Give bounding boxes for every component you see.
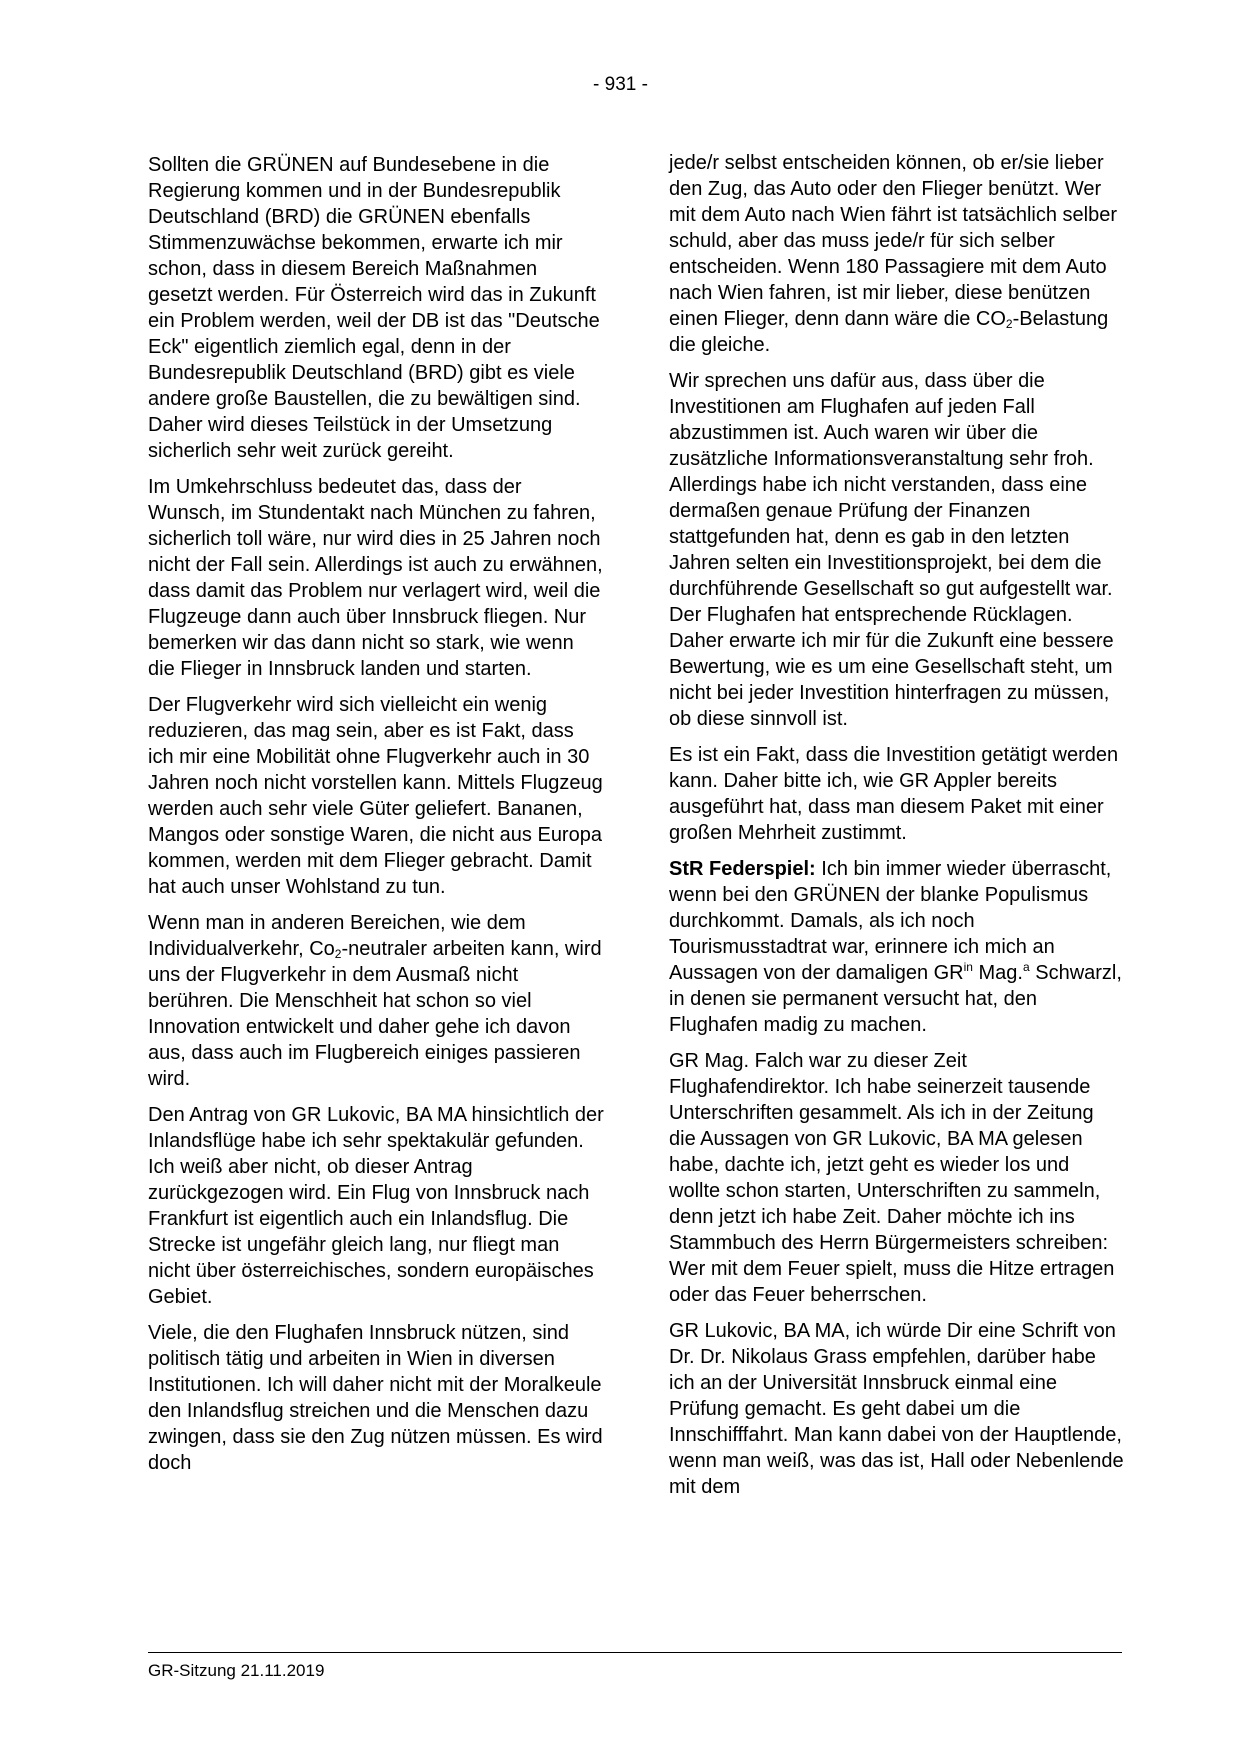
text-segment: Wenn man in anderen Bereichen, wie dem Individualverkehr, Co xyxy=(148,912,526,960)
subscript: 2 xyxy=(1005,317,1013,331)
footer-text: GR-Sitzung 21.11.2019 xyxy=(148,1661,325,1680)
paragraph: Es ist ein Fakt, dass die Investition getätigt werden kann. Daher bitte ich, wie GR Appler bereits ausgeführt hat, dass man diesem Paket mit einer großen Mehrheit zustimmt. xyxy=(669,744,1119,844)
text-segment: -neutraler arbeiten kann, wird uns der Flugverkehr in dem Ausmaß nicht berühren. Die Menschheit hat schon so viel Innovation entwickelt und daher gehe ich davon aus, dass auch im Flugbereich einiges passieren wird. xyxy=(148,938,602,1090)
text-segment: Schwarzl, in denen sie permanent versucht hat, den Flughafen madig zu machen. xyxy=(669,962,1122,1036)
paragraph: Der Flugverkehr wird sich vielleicht ein wenig reduzieren, das mag sein, aber es ist Fakt, dass ich mir eine Mobilität ohne Flugverkehr auch in 30 Jahren noch nicht vorstellen kann. Mittels Flugzeug werden auch sehr viele Güter geliefert. Bananen, Mangos oder sonstige Waren, die nicht aus Europa kommen, werden mit dem Flieger gebracht. Damit hat auch unser Wohlstand zu tun. xyxy=(148,694,603,898)
text-segment: jede/r selbst entscheiden können, ob er/sie lieber den Zug, das Auto oder den Flieger benützt. Wer mit dem Auto nach Wien fährt ist tatsächlich selber schuld, aber das muss jede/r für sich selber entscheiden. Wenn 180 Passagiere mit dem Auto nach Wien fahren, ist mir lieber, diese benützen einen Flieger, denn dann wäre die CO xyxy=(669,152,1117,330)
paragraph xyxy=(669,150,1125,358)
paragraph: GR Lukovic, BA MA, ich würde Dir eine Schrift von Dr. Dr. Nikolaus Grass empfehlen, darüber habe ich an der Universität Innsbruck einmal eine Prüfung gemacht. Es geht dabei um die Innschifffahrt. Man kann dabei von der Hauptlende, wenn man weiß, was das ist, Hall oder Nebenlende mit dem xyxy=(669,1320,1124,1498)
paragraph xyxy=(148,910,604,1092)
speaker-name: StR Federspiel: xyxy=(669,858,816,880)
paragraph: Sollten die GRÜNEN auf Bundesebene in die Regierung kommen und in der Bundesrepublik Deutschland (BRD) die GRÜNEN ebenfalls Stimmenzuwächse bekommen, erwarte ich mir schon, dass in diesem Bereich Maßnahmen gesetzt werden. Für Österreich wird das in Zukunft ein Problem werden, weil der DB ist das "Deutsche Eck" eigentlich ziemlich egal, denn in der Bundesrepublik Deutschland (BRD) gibt es viele andere große Baustellen, die zu bewältigen sind. Daher wird dieses Teilstück in der Umsetzung sicherlich sehr weit zurück gereiht. xyxy=(148,154,600,462)
paragraph: Wir sprechen uns dafür aus, dass über die Investitionen am Flughafen auf jeden Fall abzustimmen ist. Auch waren wir über die zusätzliche Informationsveranstaltung sehr froh. Allerdings habe ich nicht verstanden, dass eine dermaßen genaue Prüfung der Finanzen stattgefunden hat, denn es gab in den letzten Jahren selten ein Investitionsprojekt, bei dem die durchführende Gesellschaft so gut aufgestellt war. Der Flughafen hat entsprechende Rücklagen. Daher erwarte ich mir für die Zukunft eine bessere Bewertung, wie es um eine Gesellschaft steht, um nicht bei jeder Investition hinterfragen zu müssen, ob diese sinnvoll ist. xyxy=(669,370,1114,730)
text-segment: -Belastung die gleiche. xyxy=(669,308,1109,356)
superscript: in xyxy=(963,960,973,974)
paragraph xyxy=(669,856,1125,1038)
paragraph: Im Umkehrschluss bedeutet das, dass der Wunsch, im Stundentakt nach München zu fahren, sicherlich toll wäre, nur wird dies in 25 Jahren noch nicht der Fall sein. Allerdings ist auch zu erwähnen, dass damit das Problem nur verlagert wird, weil die Flugzeuge dann auch über Innsbruck fliegen. Nur bemerken wir das dann nicht so stark, wie wenn die Flieger in Innsbruck landen und starten. xyxy=(148,476,603,680)
text-segment: Mag. xyxy=(972,962,1023,984)
paragraph: GR Mag. Falch war zu dieser Zeit Flughafendirektor. Ich habe seinerzeit tausende Unterschriften gesammelt. Als ich in der Zeitung die Aussagen von GR Lukovic, BA MA gelesen habe, dachte ich, jetzt geht es wieder los und wollte schon starten, Unterschriften zu sammeln, denn jetzt ich habe Zeit. Daher möchte ich ins Stammbuch des Herrn Bürgermeisters schreiben: Wer mit dem Feuer spielt, muss die Hitze ertragen oder das Feuer beherrschen. xyxy=(669,1050,1115,1306)
paragraph: Viele, die den Flughafen Innsbruck nützen, sind politisch tätig und arbeiten in Wien in diversen Institutionen. Ich will daher nicht mit der Moralkeule den Inlandsflug streichen und die Menschen dazu zwingen, dass sie den Zug nützen müssen. Es wird doch xyxy=(148,1322,603,1474)
paragraph: Den Antrag von GR Lukovic, BA MA hinsichtlich der Inlandsflüge habe ich sehr spektakulär gefunden. Ich weiß aber nicht, ob dieser Antrag zurückgezogen wird. Ein Flug von Innsbruck nach Frankfurt ist eigentlich auch ein Inlandsflug. Die Strecke ist ungefähr gleich lang, nur fliegt man nicht über österreichisches, sondern europäisches Gebiet. xyxy=(148,1104,604,1308)
superscript: a xyxy=(1023,960,1030,974)
page-number: - 931 - xyxy=(593,74,648,95)
footer-divider xyxy=(148,1652,1122,1653)
left-column xyxy=(148,152,604,1486)
text-segment: Ich bin immer wieder überrascht, wenn bei den GRÜNEN der blanke Populismus durchkommt. Damals, als ich noch Tourismusstadtrat war, erinnere ich mich an Aussagen von der damaligen GR xyxy=(669,858,1112,984)
subscript: 2 xyxy=(334,947,342,961)
right-column xyxy=(669,150,1125,1510)
